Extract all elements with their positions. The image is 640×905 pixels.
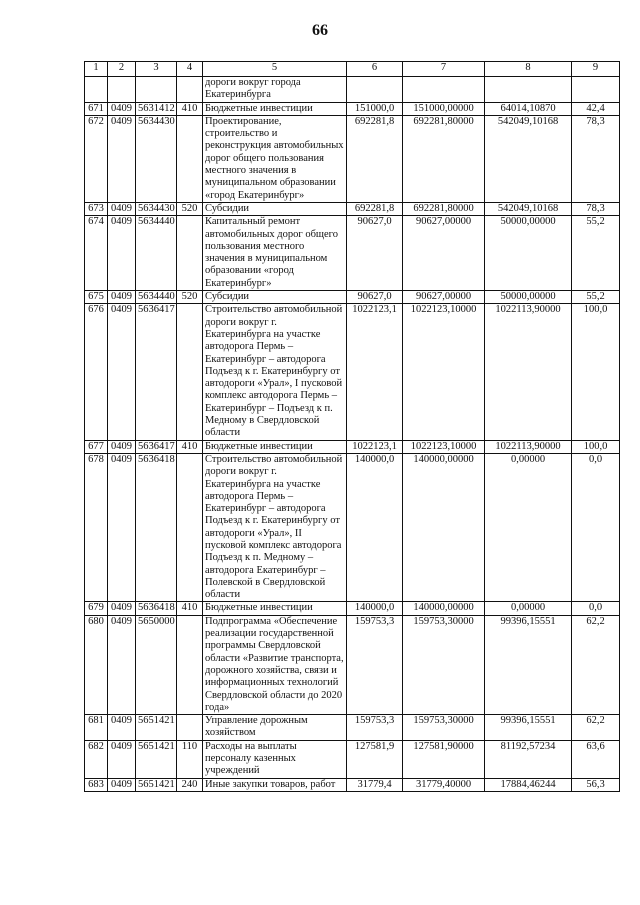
expense-type-code-cell: [177, 115, 203, 202]
target-code-cell: 5634430: [136, 202, 177, 215]
target-code-cell: 5651421: [136, 740, 177, 778]
column-header: 6: [347, 62, 403, 77]
target-code-cell: 5634440: [136, 291, 177, 304]
table-row: [85, 740, 620, 778]
column-header: 8: [485, 62, 572, 77]
expense-type-code-cell: 410: [177, 440, 203, 453]
item-name-cell: Субсидии: [203, 202, 347, 215]
table-row: [85, 102, 620, 115]
item-name-cell: Капитальный ремонт автомобильных дорог общего пользования местного значения в муниципальном образовании «город Екатеринбург»: [203, 216, 347, 291]
item-name-cell: Иные закупки товаров, работ: [203, 778, 347, 791]
approved-amount-cell: 159753,3: [347, 715, 403, 741]
expense-type-code-cell: [177, 453, 203, 602]
row-number-cell: 678: [85, 453, 108, 602]
row-number-cell: 671: [85, 102, 108, 115]
revised-amount-cell: [403, 77, 485, 103]
target-code-cell: 5636418: [136, 602, 177, 615]
approved-amount-cell: 90627,0: [347, 216, 403, 291]
executed-amount-cell: 542049,10168: [485, 202, 572, 215]
revised-amount-cell: 692281,80000: [403, 115, 485, 202]
page-number: 66: [312, 22, 328, 39]
table-row: [85, 216, 620, 291]
execution-percent-cell: 100,0: [572, 304, 620, 440]
row-number-cell: 682: [85, 740, 108, 778]
revised-amount-cell: 140000,00000: [403, 602, 485, 615]
execution-percent-cell: 100,0: [572, 440, 620, 453]
expense-type-code-cell: [177, 216, 203, 291]
revised-amount-cell: 90627,00000: [403, 291, 485, 304]
section-code-cell: 0409: [108, 453, 136, 602]
expense-type-code-cell: 240: [177, 778, 203, 791]
table-body: [85, 77, 620, 792]
execution-percent-cell: [572, 77, 620, 103]
target-code-cell: 5651421: [136, 778, 177, 791]
revised-amount-cell: 1022123,10000: [403, 304, 485, 440]
column-header: 7: [403, 62, 485, 77]
item-name-cell: Строительство автомобильной дороги вокруг г. Екатеринбурга на участке автодорога Пермь – Екатеринбург – автодорога Подъезд к г. Екатеринбургу от автодороги «Урал», II пусковой комплекс автодорога Подъезд к п. Медному – автодорога Екатеринбург – Полевской в Свердловской области: [203, 453, 347, 602]
execution-percent-cell: 63,6: [572, 740, 620, 778]
section-code-cell: 0409: [108, 715, 136, 741]
revised-amount-cell: 90627,00000: [403, 216, 485, 291]
execution-percent-cell: 78,3: [572, 202, 620, 215]
item-name-cell: Бюджетные инвестиции: [203, 440, 347, 453]
revised-amount-cell: 127581,90000: [403, 740, 485, 778]
expense-type-code-cell: [177, 304, 203, 440]
item-name-cell: дороги вокруг города Екатеринбурга: [203, 77, 347, 103]
row-number-cell: 675: [85, 291, 108, 304]
item-name-cell: Бюджетные инвестиции: [203, 602, 347, 615]
row-number-cell: 674: [85, 216, 108, 291]
column-header: 9: [572, 62, 620, 77]
section-code-cell: 0409: [108, 740, 136, 778]
approved-amount-cell: 151000,0: [347, 102, 403, 115]
row-number-cell: 673: [85, 202, 108, 215]
section-code-cell: 0409: [108, 615, 136, 714]
section-code-cell: 0409: [108, 778, 136, 791]
approved-amount-cell: 31779,4: [347, 778, 403, 791]
row-number-cell: 680: [85, 615, 108, 714]
executed-amount-cell: 99396,15551: [485, 715, 572, 741]
expense-type-code-cell: 520: [177, 202, 203, 215]
executed-amount-cell: 1022113,90000: [485, 440, 572, 453]
table-row: [85, 615, 620, 714]
expense-type-code-cell: 410: [177, 602, 203, 615]
executed-amount-cell: 81192,57234: [485, 740, 572, 778]
executed-amount-cell: 0,00000: [485, 602, 572, 615]
execution-percent-cell: 56,3: [572, 778, 620, 791]
table-row: [85, 715, 620, 741]
approved-amount-cell: 692281,8: [347, 202, 403, 215]
section-code-cell: [108, 77, 136, 103]
executed-amount-cell: 1022113,90000: [485, 304, 572, 440]
execution-percent-cell: 62,2: [572, 615, 620, 714]
expense-type-code-cell: [177, 615, 203, 714]
approved-amount-cell: [347, 77, 403, 103]
executed-amount-cell: 99396,15551: [485, 615, 572, 714]
target-code-cell: 5631412: [136, 102, 177, 115]
target-code-cell: 5650000: [136, 615, 177, 714]
executed-amount-cell: 17884,46244: [485, 778, 572, 791]
item-name-cell: Проектирование, строительство и реконструкция автомобильных дорог общего пользования местного значения в муниципальном образовании «город Екатеринбург»: [203, 115, 347, 202]
revised-amount-cell: 151000,00000: [403, 102, 485, 115]
row-number-cell: [85, 77, 108, 103]
item-name-cell: Подпрограмма «Обеспечение реализации государственной программы Свердловской области «Развитие транспорта, дорожного хозяйства, связи и информационных технологий Свердловской области до 2020 года»: [203, 615, 347, 714]
table-row: [85, 453, 620, 602]
expense-type-code-cell: [177, 715, 203, 741]
column-header: 4: [177, 62, 203, 77]
table-row: [85, 304, 620, 440]
approved-amount-cell: 90627,0: [347, 291, 403, 304]
section-code-cell: 0409: [108, 304, 136, 440]
column-header: 5: [203, 62, 347, 77]
target-code-cell: 5634430: [136, 115, 177, 202]
table-row: [85, 115, 620, 202]
section-code-cell: 0409: [108, 602, 136, 615]
revised-amount-cell: 1022123,10000: [403, 440, 485, 453]
approved-amount-cell: 140000,0: [347, 453, 403, 602]
execution-percent-cell: 55,2: [572, 291, 620, 304]
item-name-cell: Расходы на выплаты персоналу казенных учреждений: [203, 740, 347, 778]
execution-percent-cell: 0,0: [572, 453, 620, 602]
execution-percent-cell: 62,2: [572, 715, 620, 741]
row-number-cell: 676: [85, 304, 108, 440]
row-number-cell: 677: [85, 440, 108, 453]
row-number-cell: 679: [85, 602, 108, 615]
executed-amount-cell: 50000,00000: [485, 291, 572, 304]
item-name-cell: Строительство автомобильной дороги вокруг г. Екатеринбурга на участке автодорога Пермь – Екатеринбург – автодорога Подъезд к г. Екатеринбургу от автодороги «Урал», I пусковой комплекс автодорога Пермь – Екатеринбург – Подъезд к п. Медному в Свердловской области: [203, 304, 347, 440]
header-row: [85, 62, 620, 77]
column-header: 2: [108, 62, 136, 77]
expense-type-code-cell: 410: [177, 102, 203, 115]
execution-percent-cell: 55,2: [572, 216, 620, 291]
section-code-cell: 0409: [108, 102, 136, 115]
executed-amount-cell: 0,00000: [485, 453, 572, 602]
approved-amount-cell: 159753,3: [347, 615, 403, 714]
table-row: [85, 77, 620, 103]
table-row: [85, 778, 620, 791]
execution-percent-cell: 42,4: [572, 102, 620, 115]
row-number-cell: 672: [85, 115, 108, 202]
table-row: [85, 440, 620, 453]
item-name-cell: Субсидии: [203, 291, 347, 304]
target-code-cell: [136, 77, 177, 103]
row-number-cell: 683: [85, 778, 108, 791]
execution-percent-cell: 78,3: [572, 115, 620, 202]
target-code-cell: 5651421: [136, 715, 177, 741]
section-code-cell: 0409: [108, 440, 136, 453]
revised-amount-cell: 31779,40000: [403, 778, 485, 791]
table-row: [85, 602, 620, 615]
item-name-cell: Управление дорожным хозяйством: [203, 715, 347, 741]
executed-amount-cell: 64014,10870: [485, 102, 572, 115]
executed-amount-cell: [485, 77, 572, 103]
column-header: 1: [85, 62, 108, 77]
expense-type-code-cell: 520: [177, 291, 203, 304]
target-code-cell: 5634440: [136, 216, 177, 291]
target-code-cell: 5636417: [136, 304, 177, 440]
approved-amount-cell: 1022123,1: [347, 304, 403, 440]
approved-amount-cell: 1022123,1: [347, 440, 403, 453]
section-code-cell: 0409: [108, 202, 136, 215]
approved-amount-cell: 692281,8: [347, 115, 403, 202]
section-code-cell: 0409: [108, 291, 136, 304]
table-row: [85, 291, 620, 304]
revised-amount-cell: 159753,30000: [403, 715, 485, 741]
target-code-cell: 5636417: [136, 440, 177, 453]
section-code-cell: 0409: [108, 115, 136, 202]
section-code-cell: 0409: [108, 216, 136, 291]
execution-percent-cell: 0,0: [572, 602, 620, 615]
approved-amount-cell: 140000,0: [347, 602, 403, 615]
revised-amount-cell: 692281,80000: [403, 202, 485, 215]
executed-amount-cell: 542049,10168: [485, 115, 572, 202]
target-code-cell: 5636418: [136, 453, 177, 602]
expense-type-code-cell: 110: [177, 740, 203, 778]
table-row: [85, 202, 620, 215]
approved-amount-cell: 127581,9: [347, 740, 403, 778]
revised-amount-cell: 140000,00000: [403, 453, 485, 602]
expense-type-code-cell: [177, 77, 203, 103]
budget-table: [84, 61, 620, 792]
revised-amount-cell: 159753,30000: [403, 615, 485, 714]
executed-amount-cell: 50000,00000: [485, 216, 572, 291]
column-header: 3: [136, 62, 177, 77]
row-number-cell: 681: [85, 715, 108, 741]
item-name-cell: Бюджетные инвестиции: [203, 102, 347, 115]
